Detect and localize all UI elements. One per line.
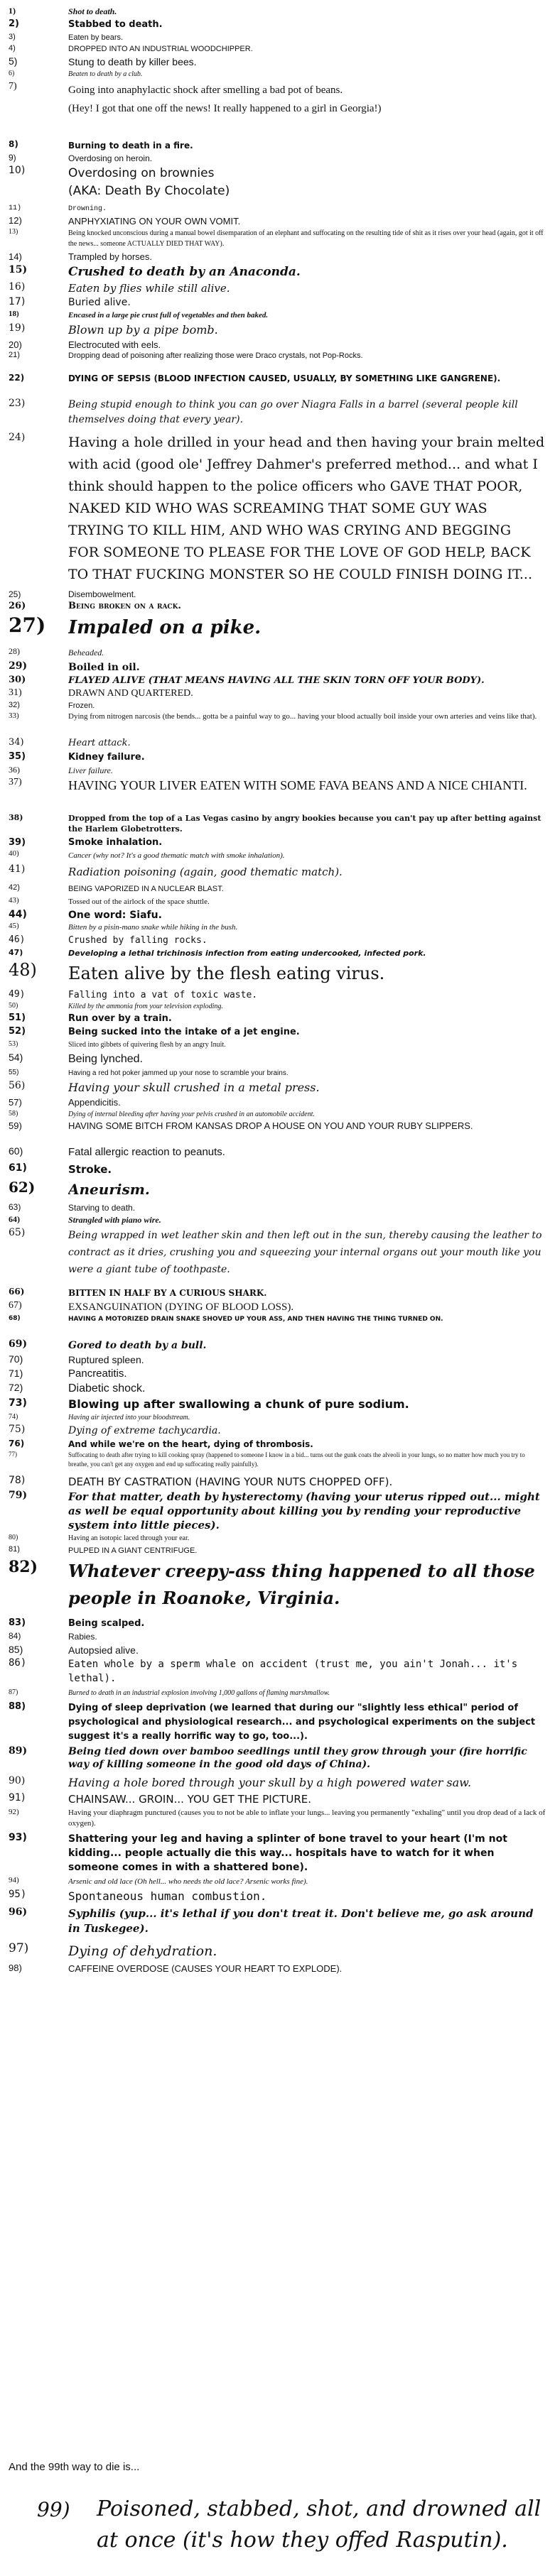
- item-number: 43): [9, 896, 19, 905]
- item-text: Having a red hot poker jammed up your nose to scramble your brains.: [68, 1069, 289, 1077]
- item-text: Eaten by bears.: [68, 33, 124, 42]
- list-item: [0, 737, 555, 750]
- list-item: [0, 55, 555, 68]
- item-text: PULPED IN A GIANT CENTRIFUGE.: [68, 1546, 198, 1555]
- item-text: Run over by a train.: [68, 1013, 172, 1024]
- list-item: [0, 1026, 555, 1039]
- item-text: Eaten by flies while still alive.: [68, 282, 230, 295]
- list-item: [0, 989, 555, 1002]
- item-number: 39): [9, 837, 26, 848]
- list-item: [0, 1792, 555, 1806]
- list-item: [0, 849, 555, 862]
- list-item: [0, 909, 555, 922]
- item-text: Impaled on a pike.: [68, 617, 262, 638]
- item-number: 4): [9, 44, 16, 53]
- item-text: Pancreatitis.: [68, 1368, 127, 1380]
- item-number: 25): [9, 589, 21, 599]
- item-text: Having an isotopic laced through your ear.: [68, 1534, 190, 1542]
- item-number: 29): [9, 660, 28, 672]
- list-item: [0, 1338, 555, 1353]
- item-number: 87): [9, 1688, 18, 1696]
- list-item: [0, 1941, 555, 1961]
- item-text: Having your skull crushed in a metal press.: [68, 1081, 320, 1094]
- list-item: [0, 1545, 555, 1556]
- item-number: 47): [9, 948, 23, 957]
- list-item: [0, 1315, 555, 1335]
- item-text: Autopsied alive.: [68, 1644, 139, 1656]
- item-number: 68): [9, 1315, 21, 1322]
- list-item: [0, 589, 555, 599]
- item-number: 24): [9, 432, 26, 443]
- item-text: Eaten whole by a sperm whale on accident (trust me, you ain't Jonah... it's lethal).: [68, 1659, 518, 1684]
- item-text: FLAYED ALIVE (THAT MEANS HAVING ALL THE SKIN TORN OFF YOUR BODY).: [68, 675, 485, 686]
- item-text: Dying of sleep deprivation (we learned that during our "slightly less ethical" period of psychological and physiological research... and psychological experiments on the subject suggest it's a really horrific way to go, too...).: [68, 1703, 536, 1742]
- item-text: HAVING YOUR LIVER EATEN WITH SOME FAVA BEANS AND A NICE CHIANTI.: [68, 778, 527, 792]
- list-item: [0, 1775, 555, 1791]
- list-item: [0, 1832, 555, 1874]
- item-text: Suffocating to death after trying to kill cooking spray (happened to someone I know in a bid... turns out the gunk coats the alveoli in your lungs, so no matter how much you try to breathe, you can't get any oxygen and end up suffocating really painfully).: [68, 1451, 525, 1468]
- item-number: 92): [9, 1808, 19, 1816]
- list-item: [0, 1145, 555, 1159]
- list-item: [0, 687, 555, 700]
- item-number: 72): [9, 1382, 23, 1393]
- item-text: Stabbed to death.: [68, 19, 163, 30]
- item-text: Fatal allergic reaction to peanuts.: [68, 1146, 225, 1158]
- item-text: Diabetic shock.: [68, 1382, 146, 1395]
- item-number: 42): [9, 883, 20, 892]
- item-number: 45): [9, 922, 19, 930]
- item-text: Rabies.: [68, 1632, 97, 1642]
- item-text: Encased in a large pie crust full of vegetables and then baked.: [68, 311, 269, 320]
- item-number: 70): [9, 1353, 23, 1365]
- list-item: [0, 813, 555, 836]
- list-item: [0, 948, 555, 959]
- item-number: 54): [9, 1052, 23, 1063]
- item-text: Dying of extreme tachycardia.: [68, 1425, 221, 1436]
- list-item: [0, 33, 555, 43]
- item-number: 8): [9, 139, 18, 149]
- item-number: 86): [9, 1657, 27, 1669]
- list-item: [0, 81, 555, 119]
- item-text: Dropping dead of poisoning after realizing those were Draco crystals, not Pop-Rocks.: [68, 351, 363, 360]
- item-number: 91): [9, 1792, 26, 1803]
- item-text: DYING OF SEPSIS (BLOOD INFECTION CAUSED, USUALLY, BY SOMETHING LIKE GANGRENE).: [68, 373, 501, 383]
- item-text: Radiation poisoning (again, good thematic match).: [68, 866, 343, 878]
- item-number: 28): [9, 646, 20, 656]
- item-number: 41): [9, 863, 26, 875]
- list-item: [0, 251, 555, 263]
- item-text: DEATH BY CASTRATION (HAVING YOUR NUTS CHOPPED OFF).: [68, 1475, 393, 1488]
- list-item: [0, 44, 555, 54]
- list-item: [0, 960, 555, 987]
- list-item: [0, 1162, 555, 1177]
- item-text: Dropped from the top of a Las Vegas casino by angry bookies because you can't pay up after betting against the Harlem Globetrotters.: [68, 814, 541, 834]
- list-item: [0, 1397, 555, 1412]
- item-number: 46): [9, 934, 26, 945]
- item-text: Syphilis (yup... it's lethal if you don't treat it. Don't believe me, go ask around in Tuskegee).: [68, 1907, 534, 1935]
- list-item: [0, 1040, 555, 1050]
- final-entry-number: 99): [37, 2498, 70, 2521]
- item-number: 30): [9, 675, 26, 685]
- item-number: 35): [9, 751, 26, 762]
- list-item: [0, 1382, 555, 1396]
- list-item: [0, 1110, 555, 1120]
- item-text: Drowning.: [68, 205, 107, 213]
- list-item: [0, 1202, 555, 1213]
- list-item: [0, 1179, 555, 1200]
- item-number: 63): [9, 1202, 21, 1212]
- list-item: [0, 1490, 555, 1532]
- item-number: 66): [9, 1287, 25, 1297]
- item-number: 33): [9, 711, 19, 720]
- item-number: 79): [9, 1490, 28, 1501]
- item-number: 5): [9, 55, 18, 67]
- list-item: [0, 863, 555, 880]
- item-text: BEING VAPORIZED IN A NUCLEAR BLAST.: [68, 885, 224, 893]
- item-text: Appendicitis.: [68, 1097, 121, 1108]
- list-item: [0, 1413, 555, 1423]
- list-item: [0, 165, 555, 202]
- list-item: [0, 322, 555, 338]
- list-item: [0, 351, 555, 372]
- list-item: [0, 1745, 555, 1771]
- list-item: [0, 153, 555, 164]
- item-number: 21): [9, 351, 20, 359]
- item-number: 3): [9, 33, 16, 41]
- item-text: Boiled in oil.: [68, 662, 140, 673]
- item-number: 12): [9, 215, 22, 226]
- item-text: Being knocked unconscious during a manual bowel disemparation of an elephant and suffocating on the resulting tide of shit as it rises over your head (again, got it off the news... someone ACTUALLY DIED THAT WAY).: [68, 229, 544, 248]
- item-number: 67): [9, 1300, 22, 1311]
- item-text: Sliced into gibbets of quivering flesh by an angry Inuit.: [68, 1041, 226, 1049]
- item-text: Blowing up after swallowing a chunk of pure sodium.: [68, 1397, 409, 1411]
- list-item: [0, 398, 555, 427]
- item-number: 14): [9, 251, 22, 262]
- item-number: 71): [9, 1368, 23, 1379]
- item-text: DROPPED INTO AN INDUSTRIAL WOODCHIPPER.: [68, 45, 253, 53]
- item-text: HAVING A MOTORIZED DRAIN SNAKE SHOVED UP YOUR ASS, AND THEN HAVING THE THING TURNED ON.: [68, 1316, 443, 1323]
- item-text: Cancer (why not? It's a good thematic match with smoke inhalation).: [68, 851, 285, 860]
- item-text: Having a hole drilled in your head and then having your brain melted with acid (good ole' Jeffrey Dahmer's preferred method... and what I think should happen to the police officers who GAVE THAT POOR, NAKED KID WHO WAS SCREAMING THAT SOME GUY WAS TRYING TO KILL HIM, AND WHO WAS CRYING AND BEGGING FOR SOMEONE TO PLEASE FOR THE LOVE OF GOD HELP, BACK TO THAT FUCKING MONSTER SO HE COULD FINISH DOING IT...: [68, 435, 545, 582]
- list-item: [0, 660, 555, 675]
- item-number: 89): [9, 1745, 28, 1757]
- item-text: ANPHYXIATING ON YOUR OWN VOMIT.: [68, 216, 241, 227]
- item-number: 17): [9, 296, 26, 307]
- item-number: 20): [9, 339, 22, 350]
- item-number: 95): [9, 1889, 27, 1900]
- list-item: [0, 70, 555, 80]
- item-text: Spontaneous human combustion.: [68, 1889, 267, 1903]
- item-text: Burned to death in an industrial explosion involving 1,000 gallons of flaming marshmallow.: [68, 1689, 330, 1697]
- list-item: [0, 1617, 555, 1630]
- item-number: 26): [9, 601, 26, 611]
- list-item: [0, 1808, 555, 1830]
- list-item: [0, 18, 555, 31]
- item-text: CAFFEINE OVERDOSE (CAUSES YOUR HEART TO EXPLODE).: [68, 1963, 343, 1974]
- item-number: 93): [9, 1832, 27, 1843]
- item-number: 2): [9, 18, 19, 29]
- list-item: [0, 1052, 555, 1067]
- item-text: Stroke.: [68, 1163, 112, 1176]
- item-text: Starving to death.: [68, 1203, 136, 1213]
- item-number: 75): [9, 1424, 26, 1435]
- list-item: [0, 281, 555, 295]
- list-item: [0, 1287, 555, 1299]
- list-item: [0, 296, 555, 309]
- item-number: 13): [9, 228, 18, 236]
- item-number: 6): [9, 70, 15, 77]
- item-text: And while we're on the heart, dying of thrombosis.: [68, 1439, 313, 1449]
- item-number: 22): [9, 373, 25, 383]
- item-text: Electrocuted with eels.: [68, 339, 161, 350]
- item-text: Going into anaphylactic shock after smelling a bad pot of beans. (Hey! I got that one off the news! It really happened to a girl in Georgia!): [68, 84, 382, 114]
- list-item: [0, 837, 555, 848]
- item-number: 61): [9, 1162, 27, 1174]
- list-item: [0, 934, 555, 947]
- item-text: Ruptured spleen.: [68, 1354, 144, 1365]
- list-item: [0, 1069, 555, 1079]
- list-item: [0, 6, 555, 17]
- list-item: [0, 1368, 555, 1380]
- list-item: [0, 1013, 555, 1025]
- item-number: 49): [9, 989, 26, 1000]
- item-text: Liver failure.: [68, 765, 113, 775]
- item-number: 74): [9, 1413, 18, 1421]
- item-number: 19): [9, 322, 26, 334]
- item-number: 80): [9, 1534, 18, 1541]
- item-text: One word: Siafu.: [68, 910, 162, 921]
- item-number: 40): [9, 849, 19, 858]
- item-number: 32): [9, 701, 20, 709]
- item-text: Whatever creepy-ass thing happened to all those people in Roanoke, Virginia.: [68, 1561, 535, 1608]
- item-text: Tossed out of the airlock of the space shuttle.: [68, 897, 210, 906]
- item-text: Overdosing on brownies (AKA: Death By Chocolate): [68, 166, 230, 198]
- item-number: 31): [9, 687, 22, 698]
- item-number: 97): [9, 1941, 29, 1955]
- list-item: [0, 1439, 555, 1450]
- list-item: [0, 751, 555, 764]
- list-item: [0, 1227, 555, 1281]
- item-number: 84): [9, 1631, 21, 1641]
- item-number: 57): [9, 1097, 22, 1108]
- list-item: [0, 1963, 555, 1975]
- list-item: [0, 1353, 555, 1366]
- item-number: 1): [9, 6, 16, 16]
- item-number: 34): [9, 737, 24, 748]
- item-text: Strangled with piano wire.: [68, 1215, 161, 1225]
- item-text: Aneurism.: [68, 1181, 150, 1198]
- item-number: 82): [9, 1558, 38, 1576]
- item-text: Dying of dehydration.: [68, 1943, 217, 1959]
- list-item: [0, 1889, 555, 1904]
- item-text: Smoke inhalation.: [68, 837, 163, 848]
- list-item: [0, 1080, 555, 1096]
- item-number: 85): [9, 1644, 23, 1655]
- item-number: 77): [9, 1451, 17, 1458]
- list-item: [0, 139, 555, 152]
- item-text: Overdosing on heroin.: [68, 153, 153, 163]
- item-text: Falling into a vat of toxic waste.: [68, 990, 258, 1000]
- item-text: Eaten alive by the flesh eating virus.: [68, 964, 385, 983]
- list-item: [0, 204, 555, 214]
- item-text: Killed by the ammonia from your television exploding.: [68, 1003, 223, 1010]
- list-item: [0, 711, 555, 734]
- item-number: 16): [9, 281, 26, 293]
- list-item: [0, 1906, 555, 1936]
- item-text: EXSANGUINATION (DYING OF BLOOD LOSS).: [68, 1301, 294, 1313]
- item-number: 94): [9, 1876, 19, 1884]
- item-text: For that matter, death by hysterectomy (having your uterus ripped out... might as well be equal opportunity about killing you by rending your reproductive system into little pieces).: [68, 1490, 540, 1532]
- list-item: [0, 922, 555, 933]
- list-item: [0, 1002, 555, 1012]
- item-number: 53): [9, 1040, 18, 1048]
- item-number: 44): [9, 909, 27, 920]
- list-item: [0, 675, 555, 687]
- item-number: 59): [9, 1120, 22, 1131]
- item-text: Gored to death by a bull.: [68, 1340, 207, 1351]
- item-number: 27): [9, 613, 46, 637]
- list-item: [0, 228, 555, 251]
- item-text: Kidney failure.: [68, 752, 145, 763]
- list-item: [0, 613, 555, 642]
- list-item: [0, 1214, 555, 1226]
- item-text: Trampled by horses.: [68, 251, 153, 262]
- item-number: 81): [9, 1545, 20, 1554]
- item-text: Having air injected into your bloodstream.: [68, 1414, 190, 1421]
- item-text: Crushed to death by an Anaconda.: [68, 265, 301, 279]
- item-text: Beaten to death by a club.: [68, 70, 143, 78]
- list-item: [0, 1644, 555, 1657]
- list-item: [0, 215, 555, 228]
- item-text: BITTEN IN HALF BY A CURIOUS SHARK.: [68, 1288, 267, 1298]
- item-number: 10): [9, 165, 26, 176]
- list-item: [0, 373, 555, 395]
- item-number: 56): [9, 1080, 26, 1091]
- item-text: Being lynched.: [68, 1053, 143, 1065]
- list-item: [0, 432, 555, 584]
- item-number: 9): [9, 153, 16, 163]
- list-item: [0, 1657, 555, 1686]
- item-text: Arsenic and old lace (Oh hell... who needs the old lace? Arsenic works fine).: [68, 1877, 308, 1886]
- item-text: HAVING SOME BITCH FROM KANSAS DROP A HOUSE ON YOU AND YOUR RUBY SLIPPERS.: [68, 1120, 473, 1131]
- list-item: [0, 1701, 555, 1744]
- item-text: Buried alive.: [68, 297, 131, 308]
- item-number: 55): [9, 1069, 19, 1076]
- item-number: 69): [9, 1338, 28, 1350]
- list-item: [0, 1120, 555, 1143]
- item-text: Bitten by a pisin-mano snake while hiking in the bush.: [68, 923, 238, 932]
- item-number: 58): [9, 1110, 18, 1118]
- list-item: [0, 601, 555, 612]
- list-item: [0, 310, 555, 321]
- item-text: Having your diaphragm punctured (causes you to not be able to inflate your lungs... leaving you permanently "exhaling" until you drop dead of a lack of oxygen).: [68, 1808, 546, 1828]
- list-item: [0, 1631, 555, 1642]
- list-item: [0, 1097, 555, 1108]
- item-text: Beheaded.: [68, 648, 104, 657]
- list-item: [0, 1475, 555, 1489]
- list-item: [0, 1876, 555, 1887]
- list-item: [0, 1558, 555, 1612]
- list-item: [0, 339, 555, 351]
- item-text: Being stupid enough to think you can go over Niagra Falls in a barrel (several people kill themselves doing that every year).: [68, 399, 518, 425]
- item-number: 51): [9, 1013, 26, 1023]
- item-number: 88): [9, 1701, 26, 1712]
- item-number: 50): [9, 1002, 18, 1010]
- item-text: Blown up by a pipe bomb.: [68, 323, 218, 337]
- list-item: [0, 1688, 555, 1698]
- item-text: Disembowelment.: [68, 589, 136, 599]
- item-text: CHAINSAW... GROIN... YOU GET THE PICTURE.: [68, 1793, 312, 1806]
- item-text: Being wrapped in wet leather skin and then left out in the sun, thereby causing the leather to contract as it dries, crushing you and squeezing your internal organs out your mouth like you were a giant tube of toothpaste.: [68, 1230, 542, 1275]
- item-text: Shot to death.: [68, 6, 117, 16]
- item-number: 73): [9, 1397, 27, 1409]
- list-item: [0, 1424, 555, 1438]
- item-number: 83): [9, 1617, 26, 1628]
- item-text: Burning to death in a fire.: [68, 141, 193, 151]
- list-item: [0, 896, 555, 907]
- item-number: 38): [9, 813, 23, 822]
- final-entry-text: Poisoned, stabbed, shot, and drowned all at once (it's how they offed Rasputin).: [97, 2496, 541, 2553]
- item-number: 65): [9, 1227, 26, 1238]
- item-number: 7): [9, 81, 17, 92]
- list-item: [0, 883, 555, 895]
- item-text: Having a hole bored through your skull by a high powered water saw.: [68, 1776, 472, 1789]
- list-item: [0, 1534, 555, 1544]
- item-number: 18): [9, 310, 19, 318]
- item-number: 23): [9, 398, 26, 409]
- list-item: [0, 701, 555, 711]
- item-number: 64): [9, 1214, 20, 1224]
- item-number: 11): [9, 204, 22, 212]
- item-text: Heart attack.: [68, 738, 131, 748]
- item-number: 48): [9, 960, 37, 980]
- item-text: Being sucked into the intake of a jet engine.: [68, 1027, 300, 1037]
- item-number: 96): [9, 1906, 28, 1918]
- list-item: [0, 777, 555, 811]
- list-item: [0, 1451, 555, 1472]
- item-number: 37): [9, 777, 22, 787]
- item-text: Frozen.: [68, 702, 95, 710]
- item-text: Dying of internal bleeding after having your pelvis crushed in an automobile accident.: [68, 1110, 315, 1118]
- item-text: DRAWN AND QUARTERED.: [68, 688, 193, 699]
- item-text: Crushed by falling rocks.: [68, 935, 208, 946]
- list-item: [0, 765, 555, 776]
- item-number: 52): [9, 1026, 26, 1037]
- list-item: [0, 1300, 555, 1314]
- item-number: 60): [9, 1145, 23, 1157]
- item-text: Stung to death by killer bees.: [68, 56, 197, 67]
- item-number: 76): [9, 1439, 25, 1448]
- item-text: Dying from nitrogen narcosis (the bends... gotta be a painful way to go... having your blood actually boil inside your own arteries and veins like that).: [68, 712, 537, 721]
- item-text: Being broken on a rack.: [68, 601, 181, 611]
- final-entry-intro: And the 99th way to die is...: [9, 2461, 140, 2473]
- item-number: 78): [9, 1475, 26, 1486]
- item-number: 90): [9, 1775, 26, 1786]
- item-number: 15): [9, 264, 28, 275]
- list-item: [0, 264, 555, 280]
- item-text: Being scalped.: [68, 1618, 145, 1629]
- item-number: 62): [9, 1179, 36, 1196]
- item-text: Shattering your leg and having a splinter of bone travel to your heart (I'm not kidding... people actually die this way... hospitals have to watch for it when someone comes in with a shattered bone).: [68, 1833, 507, 1873]
- list-item: [0, 646, 555, 659]
- item-text: Being tied down over bamboo seedlings until they grow through your (fire horrific way of killing someone in the good old days of China).: [68, 1746, 527, 1770]
- item-text: Developing a lethal trichinosis infection from eating undercooked, infected pork.: [68, 949, 426, 958]
- item-number: 98): [9, 1963, 22, 1973]
- item-number: 36): [9, 765, 20, 775]
